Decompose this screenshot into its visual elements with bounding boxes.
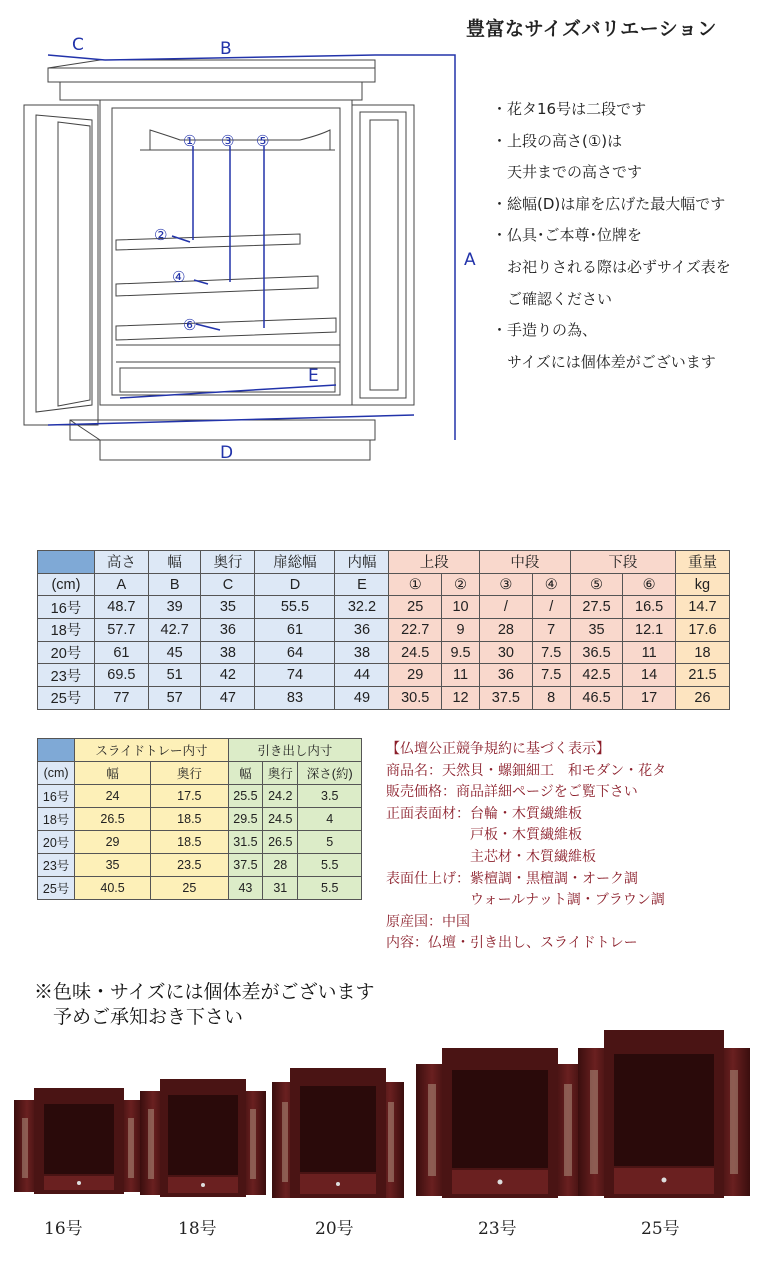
table-cell: 11: [442, 664, 480, 687]
table-cell: 35: [75, 854, 151, 877]
table-header-cell: [38, 739, 75, 762]
label-n3: ③: [221, 132, 235, 150]
table-cell: 29: [75, 831, 151, 854]
table-header-cell: C: [201, 573, 255, 596]
table-cell: 22.7: [389, 619, 442, 642]
table-header-cell: 深さ(約): [298, 762, 362, 785]
cabinet-photo-25: [578, 1030, 750, 1198]
notice-line: 予めご承知おき下さい: [34, 1006, 244, 1028]
table-cell: 17.6: [675, 619, 729, 642]
table-row: [38, 831, 362, 854]
row-label-cell: 20号: [38, 641, 95, 664]
note-item: サイズには個体差がございます: [492, 352, 716, 371]
photo-label-25: 25号: [641, 1219, 680, 1239]
table-cell: 83: [255, 687, 335, 710]
table-cell: 37.5: [480, 687, 533, 710]
table-row: [38, 619, 730, 642]
table-cell: 38: [335, 641, 389, 664]
right-door: [352, 105, 414, 405]
table-header-row: [38, 551, 730, 574]
table-header-cell: 下段: [570, 551, 675, 574]
photo-label-20: 20号: [315, 1219, 354, 1239]
shelf-middle: [116, 276, 318, 296]
label-e: E: [308, 366, 319, 386]
table-cell: 51: [148, 664, 201, 687]
row-label-cell: 23号: [38, 854, 75, 877]
table-header-cell: 引き出し内寸: [228, 739, 361, 762]
notes-list: [492, 94, 731, 378]
table-cell: 43: [228, 877, 262, 900]
note-item: ・手造りの為、: [492, 321, 598, 340]
cabinet-photo-18: [140, 1079, 266, 1197]
spec-line: 原産国：中国: [386, 913, 470, 930]
note-item: ・上段の高さ(①)は: [492, 131, 623, 150]
table-row: [38, 664, 730, 687]
table-cell: 5: [298, 831, 362, 854]
page-title: 豊富なサイズバリエーション: [466, 18, 717, 40]
shelf-top: [116, 234, 300, 250]
table-cell: 32.2: [335, 596, 389, 619]
row-label-cell: 18号: [38, 808, 75, 831]
table-cell: 44: [335, 664, 389, 687]
table-cell: 12.1: [623, 619, 676, 642]
table-cell: 77: [94, 687, 148, 710]
table-header-cell: ③: [480, 573, 533, 596]
table-header-cell: D: [255, 573, 335, 596]
table-cell: 61: [94, 641, 148, 664]
label-n1: ①: [183, 132, 197, 150]
table-cell: 57.7: [94, 619, 148, 642]
row-label-cell: 16号: [38, 785, 75, 808]
table-cell: /: [532, 596, 570, 619]
table-cell: 21.5: [675, 664, 729, 687]
table-header-cell: 幅: [148, 551, 201, 574]
table-cell: 8: [532, 687, 570, 710]
table-cell: 31: [263, 877, 298, 900]
table-cell: 36: [480, 664, 533, 687]
table-header-cell: ④: [532, 573, 570, 596]
table-cell: 4: [298, 808, 362, 831]
table-cell: 42.5: [570, 664, 623, 687]
tray-table-body: [38, 785, 362, 900]
table-row: [38, 596, 730, 619]
label-n2: ②: [154, 226, 168, 244]
table-header-cell: ⑥: [623, 573, 676, 596]
table-header-cell: 奥行: [201, 551, 255, 574]
table-cell: 14: [623, 664, 676, 687]
label-d: D: [220, 443, 234, 463]
table-cell: 5.5: [298, 854, 362, 877]
table-cell: 17: [623, 687, 676, 710]
table-header-cell: [38, 551, 95, 574]
dim-line-b: [105, 55, 375, 60]
table-cell: 18.5: [150, 831, 228, 854]
table-cell: 61: [255, 619, 335, 642]
notice-block: [34, 980, 374, 1030]
table-header-cell: 幅: [228, 762, 262, 785]
table-header-row: [38, 762, 362, 785]
spec-line: 表面仕上げ：紫檀調・黒檀調・オーク調: [386, 870, 638, 887]
table-cell: 38: [201, 641, 255, 664]
row-label-cell: 25号: [38, 687, 95, 710]
table-header-cell: 中段: [480, 551, 571, 574]
table-cell: 55.5: [255, 596, 335, 619]
table-header-cell: E: [335, 573, 389, 596]
table-cell: 24.2: [263, 785, 298, 808]
product-photos: [0, 1030, 764, 1210]
dimension-diagram: [0, 28, 490, 468]
table-header-row: [38, 739, 362, 762]
table-cell: 11: [623, 641, 676, 664]
table-header-cell: 幅: [75, 762, 151, 785]
table-cell: 7.5: [532, 641, 570, 664]
table-header-cell: (cm): [38, 762, 75, 785]
row-label-cell: 18号: [38, 619, 95, 642]
table-cell: 29.5: [228, 808, 262, 831]
table-row: [38, 785, 362, 808]
drawer: [120, 368, 335, 392]
table-row: [38, 854, 362, 877]
tray-table: [37, 738, 362, 900]
label-n4: ④: [172, 268, 186, 286]
cabinet-roof: [48, 68, 375, 82]
table-cell: 9: [442, 619, 480, 642]
spec-line: 正面表面材：台輪・木質繊維板: [386, 805, 582, 822]
table-header-cell: A: [94, 573, 148, 596]
note-item: 天井までの高さです: [492, 163, 643, 182]
table-cell: /: [480, 596, 533, 619]
label-n5: ⑤: [256, 132, 270, 150]
table-cell: 24.5: [263, 808, 298, 831]
photo-label-23: 23号: [478, 1219, 517, 1239]
shelf-bottom: [116, 318, 336, 340]
row-label-cell: 25号: [38, 877, 75, 900]
table-row: [38, 877, 362, 900]
table-cell: 5.5: [298, 877, 362, 900]
table-header-cell: ①: [389, 573, 442, 596]
table-cell: 47: [201, 687, 255, 710]
table-cell: 29: [389, 664, 442, 687]
table-cell: 26.5: [263, 831, 298, 854]
table-cell: 24.5: [389, 641, 442, 664]
table-cell: 42.7: [148, 619, 201, 642]
spec-line: 主芯材・木質繊維板: [386, 848, 596, 865]
notice-line: ※色味・サイズには個体差がございます: [34, 981, 375, 1003]
table-header-cell: 内幅: [335, 551, 389, 574]
table-cell: 25: [150, 877, 228, 900]
note-item: お祀りされる際は必ずサイズ表を: [492, 257, 731, 276]
label-a: A: [464, 250, 476, 270]
table-cell: 48.7: [94, 596, 148, 619]
spec-block: [386, 739, 666, 955]
table-cell: 46.5: [570, 687, 623, 710]
table-header-cell: 扉総幅: [255, 551, 335, 574]
table-header-cell: 重量: [675, 551, 729, 574]
dim-line-c: [48, 55, 105, 60]
table-cell: 28: [480, 619, 533, 642]
size-table-body: [38, 596, 730, 709]
table-header-cell: 奥行: [263, 762, 298, 785]
table-header-cell: ⑤: [570, 573, 623, 596]
label-b: B: [220, 39, 232, 59]
table-header-cell: B: [148, 573, 201, 596]
cabinet-photo-20: [272, 1068, 404, 1198]
cabinet-base: [100, 440, 370, 460]
note-item: ・花タ16号は二段です: [492, 100, 647, 118]
table-cell: 25: [389, 596, 442, 619]
dim-line-a: [375, 55, 455, 440]
table-header-row: [38, 573, 730, 596]
table-cell: 64: [255, 641, 335, 664]
table-row: [38, 808, 362, 831]
left-door: [24, 105, 98, 425]
table-header-cell: 奥行: [150, 762, 228, 785]
table-header-cell: スライドトレー内寸: [75, 739, 229, 762]
photo-label-16: 16号: [44, 1219, 83, 1239]
table-cell: 74: [255, 664, 335, 687]
table-cell: 36.5: [570, 641, 623, 664]
table-cell: 42: [201, 664, 255, 687]
table-cell: 23.5: [150, 854, 228, 877]
table-cell: 17.5: [150, 785, 228, 808]
table-cell: 9.5: [442, 641, 480, 664]
note-item: ・総幅(D)は扉を広げた最大幅です: [492, 194, 726, 213]
note-item: ご確認ください: [492, 289, 613, 308]
table-cell: 35: [570, 619, 623, 642]
table-cell: 24: [75, 785, 151, 808]
table-cell: 3.5: [298, 785, 362, 808]
table-cell: 45: [148, 641, 201, 664]
table-cell: 49: [335, 687, 389, 710]
table-cell: 18.5: [150, 808, 228, 831]
table-cell: 40.5: [75, 877, 151, 900]
table-cell: 36: [335, 619, 389, 642]
table-cell: 30.5: [389, 687, 442, 710]
spec-line: 商品名：天然貝・螺鈿細工 和モダン・花タ: [386, 762, 667, 779]
table-cell: 10: [442, 596, 480, 619]
table-cell: 27.5: [570, 596, 623, 619]
table-cell: 36: [201, 619, 255, 642]
table-header-cell: (cm): [38, 573, 95, 596]
label-n6: ⑥: [183, 316, 197, 334]
table-cell: 25.5: [228, 785, 262, 808]
row-label-cell: 16号: [38, 596, 95, 619]
size-table: [37, 550, 730, 710]
table-cell: 57: [148, 687, 201, 710]
table-cell: 35: [201, 596, 255, 619]
table-cell: 26: [675, 687, 729, 710]
table-row: [38, 641, 730, 664]
photo-label-18: 18号: [178, 1219, 217, 1239]
cabinet-photo-23: [416, 1048, 584, 1198]
table-header-cell: kg: [675, 573, 729, 596]
cabinet-photo-16: [14, 1088, 144, 1194]
table-cell: 7: [532, 619, 570, 642]
row-label-cell: 20号: [38, 831, 75, 854]
table-cell: 37.5: [228, 854, 262, 877]
spec-line: 内容：仏壇・引き出し、スライドトレー: [386, 935, 638, 952]
table-header-cell: 高さ: [94, 551, 148, 574]
note-item: ・仏具･ご本尊･位牌を: [492, 226, 643, 245]
row-label-cell: 23号: [38, 664, 95, 687]
table-header-cell: 上段: [389, 551, 480, 574]
table-cell: 14.7: [675, 596, 729, 619]
spec-line: 【仏壇公正競争規約に基づく表示】: [386, 741, 610, 757]
table-cell: 12: [442, 687, 480, 710]
table-cell: 16.5: [623, 596, 676, 619]
table-cell: 28: [263, 854, 298, 877]
spec-line: 戸板・木質繊維板: [386, 827, 582, 844]
table-header-cell: ②: [442, 573, 480, 596]
label-c: C: [72, 35, 84, 55]
table-cell: 7.5: [532, 664, 570, 687]
spec-line: ウォールナット調・ブラウン調: [386, 892, 665, 909]
table-cell: 31.5: [228, 831, 262, 854]
table-cell: 18: [675, 641, 729, 664]
table-cell: 39: [148, 596, 201, 619]
table-cell: 69.5: [94, 664, 148, 687]
table-row: [38, 687, 730, 710]
table-cell: 26.5: [75, 808, 151, 831]
spec-line: 販売価格：商品詳細ページをご覧下さい: [386, 784, 638, 801]
table-cell: 30: [480, 641, 533, 664]
